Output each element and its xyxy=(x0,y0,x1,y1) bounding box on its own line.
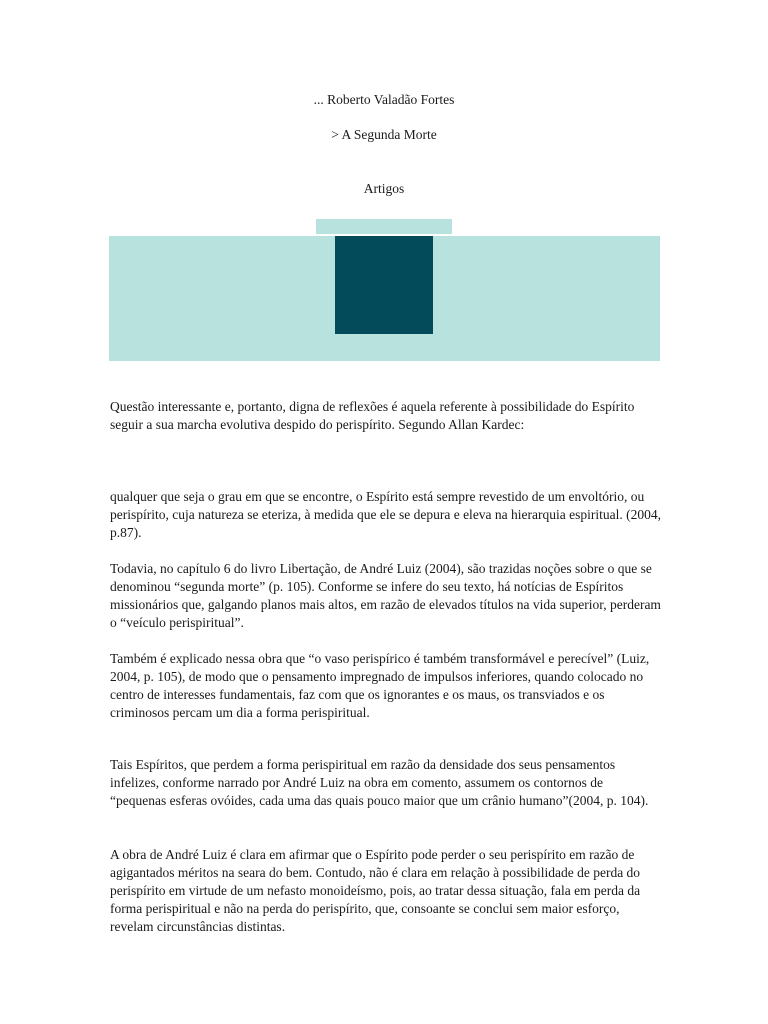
paragraph-vaso-perispirico: Também é explicado nessa obra que “o vaso perispírico é também transformável e perecível” (Luiz, 2004, p. 105), de modo que o pensamento impregnado de impulsos inferiores, quando colocado no centro de interesses fundamentais, faz com que os ignorantes e os maus, os transviados e os criminosos percam um dia a forma perispiritual. xyxy=(110,651,650,720)
article-title[interactable]: > A Segunda Morte xyxy=(331,127,437,142)
paragraph-intro: Questão interessante e, portanto, digna de reflexões é aquela referente à possibilidade do Espírito seguir a sua marcha evolutiva despido do perispírito. Segundo Allan Kardec: xyxy=(110,399,635,432)
banner-tab xyxy=(316,219,452,234)
banner-square xyxy=(335,236,433,334)
paragraph-esferas-ovoides: Tais Espíritos, que perdem a forma perispiritual em razão da densidade dos seus pensamentos infelizes, conforme narrado por André Luiz na obra em comento, assumem os contornos de “pequenas esferas ovóides, cada uma das quais pouco maior que um crânio humano”(2004, p. 104). xyxy=(110,757,649,808)
paragraph-conclusao: A obra de André Luiz é clara em afirmar que o Espírito pode perder o seu perispírito em razão de agigantados méritos na seara do bem. Contudo, não é clara em relação à possibilidade de perda do perispírito em virtude de um nefasto monoideísmo, pois, ao tratar dessa situação, fala em perda da forma perispiritual e não na perda do perispírito, que, consoante se conclui sem maior esforço, revelam circunstâncias distintas. xyxy=(110,847,641,934)
author-line: ... Roberto Valadão Fortes xyxy=(313,92,455,107)
paragraph-quote: qualquer que seja o grau em que se encontre, o Espírito está sempre revestido de um envoltório, ou perispírito, cuja natureza se eteriza, à medida que ele se depura e eleva na hierarquia espiritual. (2004, p.87). xyxy=(110,489,661,540)
section-label[interactable]: Artigos xyxy=(363,181,405,196)
paragraph-libertacao: Todavia, no capítulo 6 do livro Libertação, de André Luiz (2004), são trazidas noções sobre o que se denominou “segunda morte” (p. 105). Conforme se infere do seu texto, há notícias de Espíritos missionários que, galgando planos mais altos, em razão de elevados títulos na vida superior, perderam o “veículo perispiritual”. xyxy=(110,561,661,630)
